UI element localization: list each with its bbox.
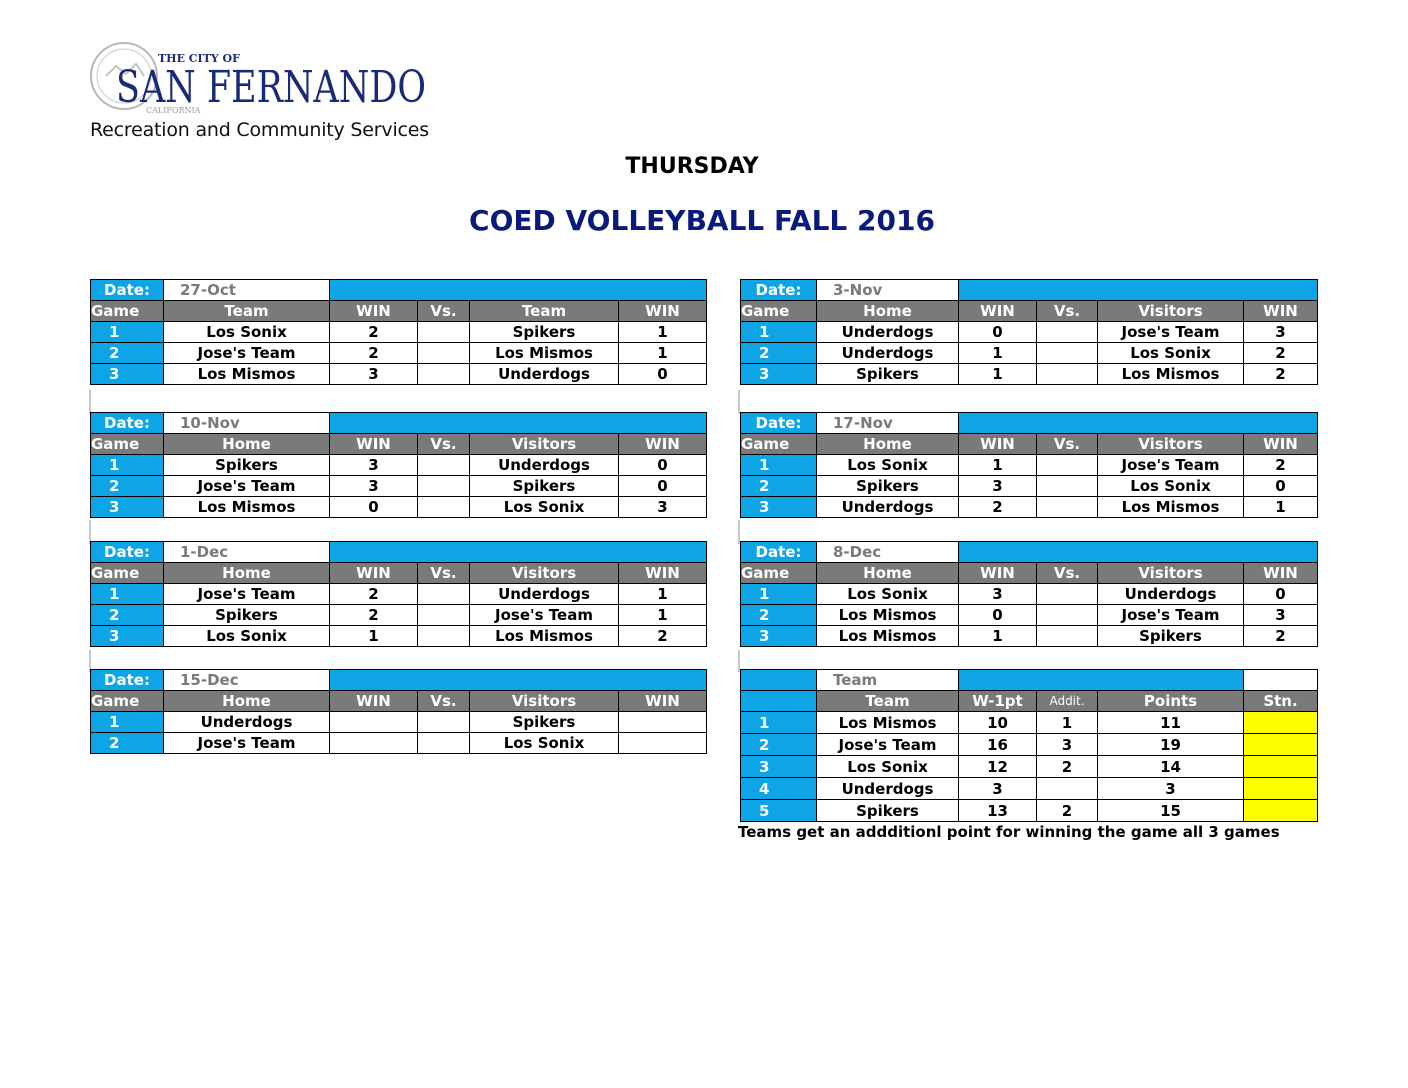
visitor-win: 3 — [619, 497, 707, 518]
visitor-win: 0 — [619, 364, 707, 385]
schedule-table-27-Oct — [90, 279, 707, 385]
game-row — [741, 343, 1318, 364]
home-win: 1 — [959, 455, 1037, 476]
vs-cell — [1037, 605, 1098, 626]
date-label: Date: — [741, 413, 817, 434]
game-number: 3 — [741, 626, 817, 647]
col-home-win: WIN — [959, 434, 1037, 455]
home-win — [330, 733, 418, 754]
game-number: 3 — [91, 364, 164, 385]
vs-cell — [1037, 584, 1098, 605]
game-number: 2 — [741, 343, 817, 364]
visitor-win: 3 — [1244, 605, 1318, 626]
game-number: 3 — [91, 497, 164, 518]
home-win: 3 — [330, 455, 418, 476]
standings-team: Los Mismos — [817, 712, 959, 734]
visitor-win: 1 — [619, 584, 707, 605]
standings-additional: 1 — [1037, 712, 1098, 734]
date-row — [741, 280, 1318, 301]
home-win: 3 — [959, 584, 1037, 605]
game-number: 2 — [741, 605, 817, 626]
home-team: Jose's Team — [164, 343, 330, 364]
date-row — [91, 413, 707, 434]
schedule-table-17-Nov — [740, 412, 1318, 518]
home-team: Los Mismos — [817, 626, 959, 647]
schedule-table-1-Dec — [90, 541, 707, 647]
date-row-fill — [959, 413, 1318, 434]
home-team: Underdogs — [817, 343, 959, 364]
home-win: 3 — [330, 476, 418, 497]
standings-wins: 12 — [959, 756, 1037, 778]
date-row-fill — [330, 670, 707, 691]
col-wins: W-1pt — [959, 691, 1037, 712]
game-number: 2 — [91, 476, 164, 497]
standings-wins: 10 — [959, 712, 1037, 734]
game-row — [91, 712, 707, 733]
game-number: 1 — [741, 584, 817, 605]
date-row — [91, 280, 707, 301]
game-row — [741, 605, 1318, 626]
home-win: 2 — [330, 584, 418, 605]
home-team: Jose's Team — [164, 733, 330, 754]
vs-cell — [1037, 455, 1098, 476]
standings-team: Spikers — [817, 800, 959, 822]
home-win: 2 — [330, 322, 418, 343]
visitor-win: 1 — [1244, 497, 1318, 518]
visitor-team: Jose's Team — [1098, 605, 1244, 626]
col-points: Points — [1098, 691, 1244, 712]
game-row — [91, 626, 707, 647]
game-number: 1 — [741, 322, 817, 343]
visitor-win — [619, 733, 707, 754]
game-number: 3 — [741, 497, 817, 518]
date-row-fill — [330, 280, 707, 301]
date-label: Date: — [91, 542, 164, 563]
game-number: 1 — [741, 455, 817, 476]
col-team: Team — [817, 691, 959, 712]
col-standing: Stn. — [1244, 691, 1318, 712]
game-row — [741, 497, 1318, 518]
svg-text:SAN FERNANDO: SAN FERNANDO — [116, 62, 426, 113]
col-visitors: Visitors — [470, 691, 619, 712]
home-team: Spikers — [164, 455, 330, 476]
standings-wins: 3 — [959, 778, 1037, 800]
separator-left — [89, 390, 91, 414]
visitor-team: Underdogs — [470, 584, 619, 605]
home-win: 1 — [959, 626, 1037, 647]
schedule-table-8-Dec — [740, 541, 1318, 647]
vs-cell — [418, 476, 470, 497]
home-team: Los Mismos — [817, 605, 959, 626]
standings-position — [1244, 778, 1318, 800]
home-team: Los Sonix — [817, 455, 959, 476]
game-row — [91, 605, 707, 626]
standings-position — [1244, 800, 1318, 822]
col-visitor-win: WIN — [619, 691, 707, 712]
day-heading: THURSDAY — [625, 154, 759, 179]
col-game: Game — [91, 691, 164, 712]
visitor-team: Spikers — [470, 476, 619, 497]
game-row — [741, 476, 1318, 497]
date-row — [741, 413, 1318, 434]
standings-rank: 5 — [741, 800, 817, 822]
schedule-table-10-Nov — [90, 412, 707, 518]
game-number: 2 — [91, 343, 164, 364]
visitor-win: 1 — [619, 322, 707, 343]
vs-cell — [1037, 476, 1098, 497]
vs-cell — [418, 322, 470, 343]
game-number: 1 — [91, 712, 164, 733]
col-home-win: WIN — [330, 691, 418, 712]
standings-additional — [1037, 778, 1098, 800]
standings-title: Team — [817, 670, 959, 691]
department-name: Recreation and Community Services — [90, 119, 429, 141]
vs-cell — [418, 626, 470, 647]
game-number: 1 — [91, 584, 164, 605]
visitor-team: Spikers — [470, 712, 619, 733]
col-home: Home — [817, 434, 959, 455]
header-row — [91, 301, 707, 322]
col-game: Game — [741, 563, 817, 584]
header-row — [741, 434, 1318, 455]
col-visitors: Visitors — [470, 563, 619, 584]
visitor-team: Los Sonix — [1098, 343, 1244, 364]
col-visitor-win: WIN — [619, 301, 707, 322]
standings-additional: 2 — [1037, 756, 1098, 778]
home-win: 0 — [330, 497, 418, 518]
visitor-win: 1 — [619, 343, 707, 364]
visitor-team: Spikers — [470, 322, 619, 343]
visitor-team: Jose's Team — [470, 605, 619, 626]
col-vs: Vs. — [1037, 563, 1098, 584]
date-value: 8-Dec — [817, 542, 959, 563]
standings-title-row — [741, 670, 1318, 691]
date-label: Date: — [91, 670, 164, 691]
date-value: 10-Nov — [164, 413, 330, 434]
col-game: Game — [91, 434, 164, 455]
game-row — [741, 322, 1318, 343]
col-visitors: Visitors — [1098, 434, 1244, 455]
col-vs: Vs. — [418, 691, 470, 712]
city-logo — [88, 40, 433, 115]
standings-rank: 2 — [741, 734, 817, 756]
game-number: 2 — [91, 605, 164, 626]
col-game: Game — [741, 434, 817, 455]
home-team: Los Sonix — [817, 584, 959, 605]
standings-row — [741, 800, 1318, 822]
home-win: 1 — [959, 364, 1037, 385]
vs-cell — [418, 584, 470, 605]
visitor-win: 2 — [1244, 343, 1318, 364]
vs-cell — [1037, 626, 1098, 647]
header-row — [91, 563, 707, 584]
home-win: 2 — [330, 605, 418, 626]
visitor-win: 2 — [619, 626, 707, 647]
home-win: 3 — [330, 364, 418, 385]
col-vs: Vs. — [418, 563, 470, 584]
header-row — [741, 563, 1318, 584]
date-label: Date: — [91, 280, 164, 301]
standings-points: 19 — [1098, 734, 1244, 756]
col-home-win: WIN — [330, 301, 418, 322]
vs-cell — [418, 497, 470, 518]
game-row — [91, 733, 707, 754]
game-row — [91, 455, 707, 476]
home-win: 0 — [959, 605, 1037, 626]
game-row — [741, 584, 1318, 605]
visitor-team: Los Sonix — [470, 497, 619, 518]
vs-cell — [418, 455, 470, 476]
separator-right — [738, 390, 740, 414]
vs-cell — [1037, 343, 1098, 364]
vs-cell — [1037, 322, 1098, 343]
col-visitor-win: WIN — [619, 434, 707, 455]
visitor-win: 3 — [1244, 322, 1318, 343]
visitor-win: 0 — [619, 476, 707, 497]
visitor-team: Los Sonix — [1098, 476, 1244, 497]
visitor-team: Jose's Team — [1098, 322, 1244, 343]
date-row — [91, 542, 707, 563]
vs-cell — [1037, 497, 1098, 518]
col-visitors: Visitors — [470, 434, 619, 455]
col-additional: Addit. — [1037, 691, 1098, 712]
standings-title-end — [1244, 670, 1318, 691]
game-number: 1 — [91, 322, 164, 343]
col-home: Home — [164, 691, 330, 712]
visitor-team: Underdogs — [470, 455, 619, 476]
date-value: 17-Nov — [817, 413, 959, 434]
date-row-fill — [959, 280, 1318, 301]
game-number: 3 — [91, 626, 164, 647]
visitor-team: Los Mismos — [1098, 497, 1244, 518]
standings-team: Underdogs — [817, 778, 959, 800]
visitor-win: 0 — [619, 455, 707, 476]
header-row — [741, 301, 1318, 322]
standings-wins: 16 — [959, 734, 1037, 756]
home-win: 0 — [959, 322, 1037, 343]
vs-cell — [1037, 364, 1098, 385]
col-home: Home — [817, 563, 959, 584]
home-team: Los Sonix — [164, 322, 330, 343]
visitor-win — [619, 712, 707, 733]
home-team: Los Mismos — [164, 364, 330, 385]
svg-text:THE CITY OF: THE CITY OF — [158, 52, 240, 65]
home-team: Los Mismos — [164, 497, 330, 518]
col-visitors: Visitors — [1098, 301, 1244, 322]
home-win: 2 — [959, 497, 1037, 518]
standings-additional: 2 — [1037, 800, 1098, 822]
col-visitor-win: WIN — [1244, 563, 1318, 584]
vs-cell — [418, 605, 470, 626]
home-win: 1 — [330, 626, 418, 647]
visitor-team: Spikers — [1098, 626, 1244, 647]
vs-cell — [418, 343, 470, 364]
col-home-win: WIN — [959, 563, 1037, 584]
home-team: Jose's Team — [164, 584, 330, 605]
date-value: 15-Dec — [164, 670, 330, 691]
standings-table — [740, 669, 1318, 822]
standings-team: Jose's Team — [817, 734, 959, 756]
vs-cell — [418, 712, 470, 733]
header-row — [91, 434, 707, 455]
game-row — [741, 455, 1318, 476]
home-team: Spikers — [164, 605, 330, 626]
game-row — [91, 584, 707, 605]
visitor-team: Los Mismos — [1098, 364, 1244, 385]
col-home-win: WIN — [330, 563, 418, 584]
standings-title-fill — [959, 670, 1244, 691]
date-label: Date: — [741, 280, 817, 301]
game-row — [91, 497, 707, 518]
standings-points: 11 — [1098, 712, 1244, 734]
standings-rank: 3 — [741, 756, 817, 778]
standings-position — [1244, 734, 1318, 756]
home-team: Jose's Team — [164, 476, 330, 497]
col-home-win: WIN — [330, 434, 418, 455]
standings-additional: 3 — [1037, 734, 1098, 756]
standings-header-row — [741, 691, 1318, 712]
standings-points: 14 — [1098, 756, 1244, 778]
page-title: COED VOLLEYBALL FALL 2016 — [469, 204, 935, 237]
date-value: 27-Oct — [164, 280, 330, 301]
visitor-team: Los Sonix — [470, 733, 619, 754]
standings-points: 15 — [1098, 800, 1244, 822]
game-row — [91, 343, 707, 364]
col-home: Home — [817, 301, 959, 322]
game-number: 2 — [91, 733, 164, 754]
visitor-win: 0 — [1244, 476, 1318, 497]
col-visitor-win: WIN — [1244, 301, 1318, 322]
home-team: Underdogs — [817, 322, 959, 343]
standings-position — [1244, 712, 1318, 734]
visitor-win: 0 — [1244, 584, 1318, 605]
standings-team: Los Sonix — [817, 756, 959, 778]
col-vs: Vs. — [418, 434, 470, 455]
col-game: Game — [741, 301, 817, 322]
date-label: Date: — [741, 542, 817, 563]
standings-points: 3 — [1098, 778, 1244, 800]
home-win: 1 — [959, 343, 1037, 364]
schedule-table-3-Nov — [740, 279, 1318, 385]
standings-row — [741, 778, 1318, 800]
standings-header-corner — [741, 691, 817, 712]
col-visitor-win: WIN — [1244, 434, 1318, 455]
col-vs: Vs. — [418, 301, 470, 322]
date-label: Date: — [91, 413, 164, 434]
col-vs: Vs. — [1037, 301, 1098, 322]
game-number: 1 — [91, 455, 164, 476]
standings-note: Teams get an addditionl point for winning the game all 3 games — [738, 823, 1280, 841]
col-home-win: WIN — [959, 301, 1037, 322]
col-home: Home — [164, 563, 330, 584]
home-team: Underdogs — [164, 712, 330, 733]
standings-row — [741, 756, 1318, 778]
visitor-win: 2 — [1244, 626, 1318, 647]
standings-position — [1244, 756, 1318, 778]
home-team: Spikers — [817, 476, 959, 497]
game-row — [741, 364, 1318, 385]
col-visitor-win: WIN — [619, 563, 707, 584]
col-visitors: Visitors — [1098, 563, 1244, 584]
standings-row — [741, 712, 1318, 734]
game-row — [741, 626, 1318, 647]
vs-cell — [418, 364, 470, 385]
col-home: Home — [164, 434, 330, 455]
home-win: 3 — [959, 476, 1037, 497]
schedule-table-15-Dec — [90, 669, 707, 754]
standings-rank: 4 — [741, 778, 817, 800]
date-value: 3-Nov — [817, 280, 959, 301]
svg-text:CALIFORNIA: CALIFORNIA — [146, 106, 201, 115]
col-game: Game — [91, 301, 164, 322]
date-value: 1-Dec — [164, 542, 330, 563]
standings-wins: 13 — [959, 800, 1037, 822]
home-team: Spikers — [817, 364, 959, 385]
game-row — [91, 476, 707, 497]
visitor-win: 2 — [1244, 455, 1318, 476]
visitor-team: Underdogs — [1098, 584, 1244, 605]
date-row-fill — [959, 542, 1318, 563]
home-team: Underdogs — [817, 497, 959, 518]
date-row — [91, 670, 707, 691]
visitor-team: Jose's Team — [1098, 455, 1244, 476]
visitor-team: Los Mismos — [470, 343, 619, 364]
game-number: 2 — [741, 476, 817, 497]
game-number: 3 — [741, 364, 817, 385]
col-home: Team — [164, 301, 330, 322]
home-win: 2 — [330, 343, 418, 364]
home-team: Los Sonix — [164, 626, 330, 647]
standings-rank: 1 — [741, 712, 817, 734]
col-vs: Vs. — [1037, 434, 1098, 455]
visitor-win: 1 — [619, 605, 707, 626]
standings-corner — [741, 670, 817, 691]
col-visitors: Team — [470, 301, 619, 322]
date-row-fill — [330, 413, 707, 434]
home-win — [330, 712, 418, 733]
visitor-win: 2 — [1244, 364, 1318, 385]
col-game: Game — [91, 563, 164, 584]
visitor-team: Los Mismos — [470, 626, 619, 647]
standings-row — [741, 734, 1318, 756]
visitor-team: Underdogs — [470, 364, 619, 385]
date-row-fill — [330, 542, 707, 563]
game-row — [91, 322, 707, 343]
vs-cell — [418, 733, 470, 754]
header-row — [91, 691, 707, 712]
date-row — [741, 542, 1318, 563]
game-row — [91, 364, 707, 385]
